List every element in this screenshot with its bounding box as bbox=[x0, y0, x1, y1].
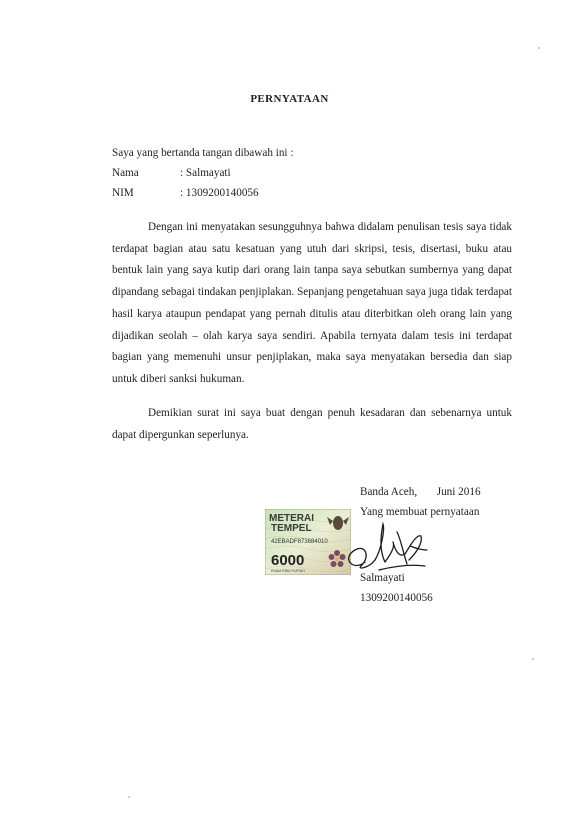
stamp-value: 6000 bbox=[271, 552, 305, 569]
signer-role: Yang membuat pernyataan bbox=[360, 506, 480, 518]
scan-speck bbox=[128, 796, 130, 798]
place-date: Banda Aceh, Juni 2016 bbox=[360, 486, 481, 498]
nim-label: NIM bbox=[112, 187, 134, 199]
nim-value: : 1309200140056 bbox=[180, 187, 259, 199]
nama-label: Nama bbox=[112, 167, 139, 179]
document-title: PERNYATAAN bbox=[250, 93, 329, 105]
scan-speck bbox=[532, 658, 534, 660]
closing-paragraph: Demikian surat ini saya buat dengan penuh kesadaran dan sebenarnya untuk dapat dipergunkan seperlunya. bbox=[112, 407, 512, 441]
stamp-line1: METERAI bbox=[269, 513, 314, 524]
scan-speck bbox=[538, 47, 540, 49]
signer-name: Salmayati bbox=[360, 572, 405, 584]
stamp-small-text: ENAM RIBU RUPIAH bbox=[271, 569, 305, 573]
nama-value: : Salmayati bbox=[180, 167, 231, 179]
stamp-line2: TEMPEL bbox=[271, 523, 312, 534]
statement-paragraph: Dengan ini menyatakan sesungguhnya bahwa didalam penulisan tesis saya tidak terdapat bagian atau satu kesatuan yang utuh dari skripsi, tesis, disertasi, buku atau bentuk lain yang saya kutip dari orang lain tanpa saya sebutkan sumbernya yang dapat dipandang sebagai tindakan penjiplakan. Sepanjang pengetahuan saya juga tidak terdapat hasil karya ataupun pendapat yang pernah ditulis atau diterbitkan oleh orang lain yang dijadikan seolah – olah karya saya sendiri. Apabila ternyata dalam tesis ini terdapat bagian yang memenuhi unsur penjiplakan, maka saya menyatakan bersedia dan siap untuk diberi sanksi hukuman. bbox=[112, 221, 512, 385]
intro-text: Saya yang bertanda tangan dibawah ini : bbox=[112, 147, 294, 159]
signer-nim: 1309200140056 bbox=[360, 592, 433, 604]
signature-icon bbox=[335, 520, 435, 580]
stamp-serial: 42EBADF873684010 bbox=[271, 539, 328, 545]
